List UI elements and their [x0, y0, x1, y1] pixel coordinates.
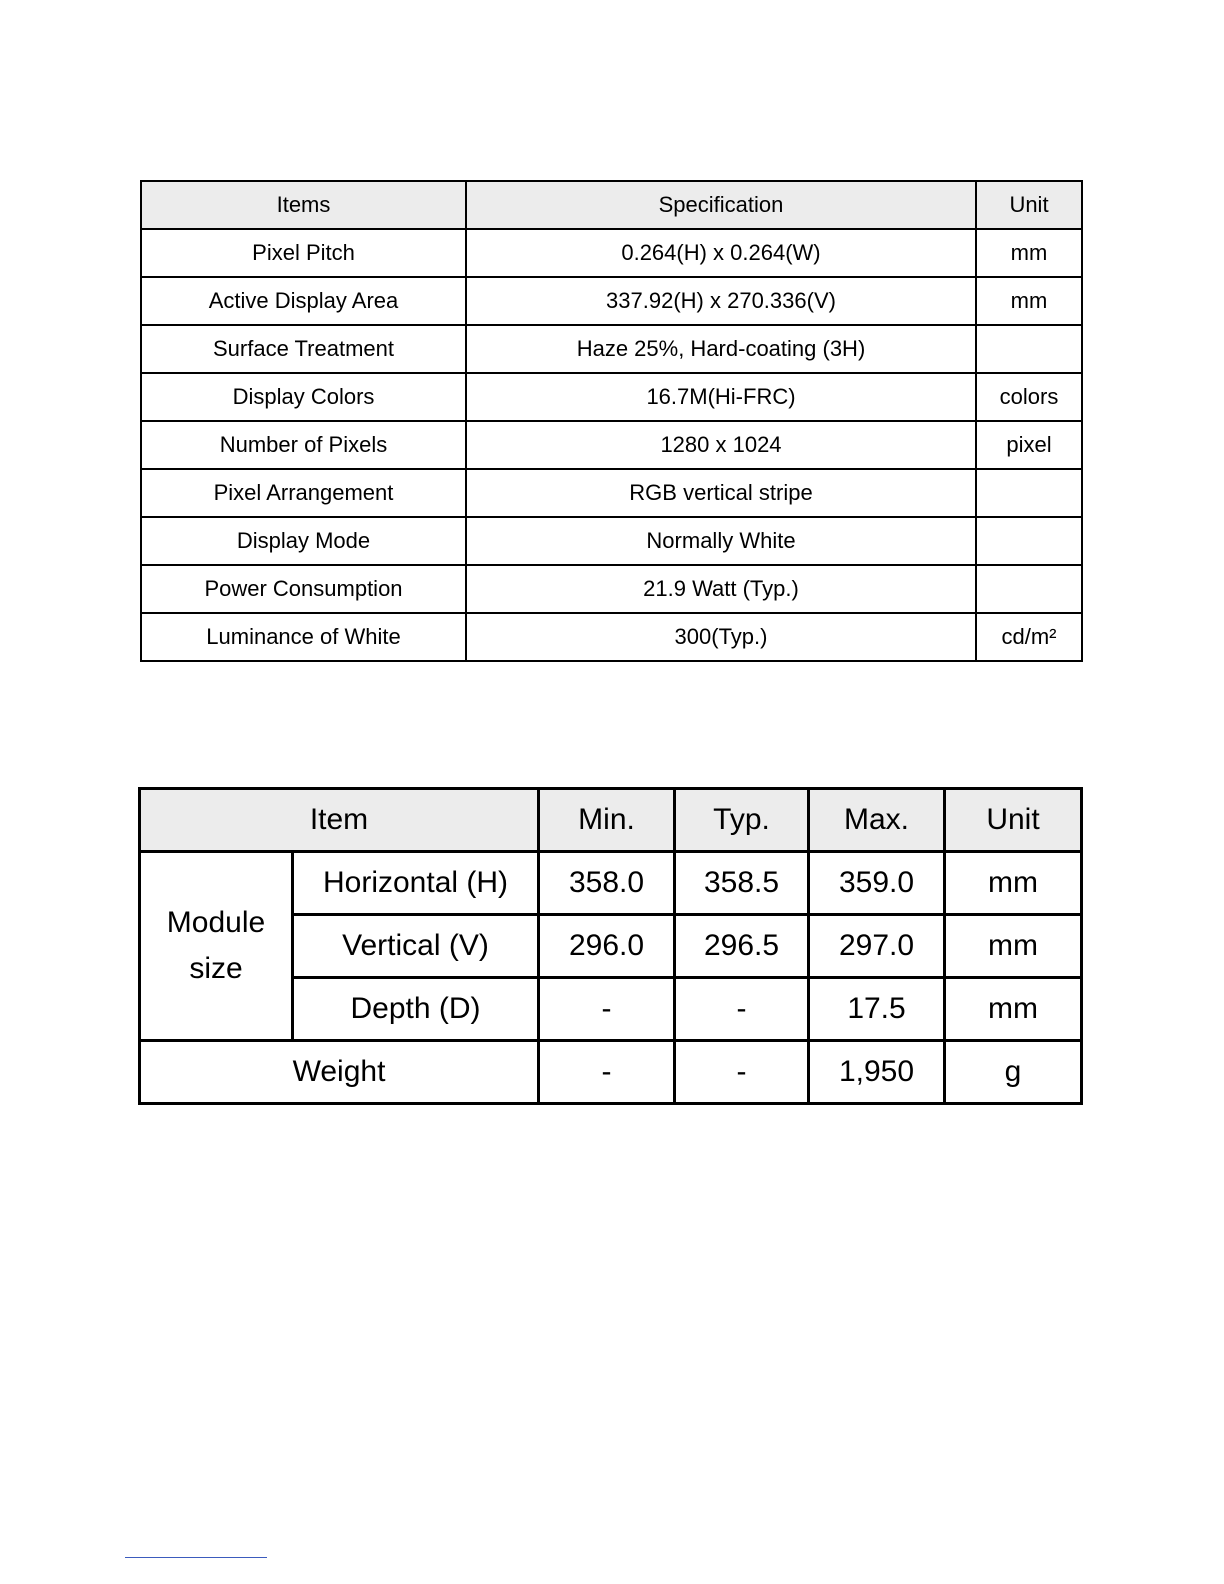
- typ-value: -: [675, 978, 809, 1041]
- table-row: [141, 229, 1082, 277]
- mech-header-typ: Typ.: [675, 789, 809, 852]
- spec-value: Haze 25%, Hard-coating (3H): [466, 325, 976, 373]
- spec-value: 300(Typ.): [466, 613, 976, 661]
- spec-item: Power Consumption: [141, 565, 466, 613]
- table-row: [141, 565, 1082, 613]
- spec-value: 337.92(H) x 270.336(V): [466, 277, 976, 325]
- spec-unit: cd/m²: [976, 613, 1082, 661]
- spec-item: Pixel Arrangement: [141, 469, 466, 517]
- table-row: [140, 852, 1082, 915]
- module-size-label-line1: Module: [166, 906, 266, 939]
- specification-table: [140, 180, 1083, 662]
- spec-unit: [976, 325, 1082, 373]
- dimension-label: Vertical (V): [293, 915, 539, 978]
- min-value: 296.0: [539, 915, 675, 978]
- spec-value: 1280 x 1024: [466, 421, 976, 469]
- spec-unit: pixel: [976, 421, 1082, 469]
- spec-value: 21.9 Watt (Typ.): [466, 565, 976, 613]
- spec-value: RGB vertical stripe: [466, 469, 976, 517]
- spec-item: Surface Treatment: [141, 325, 466, 373]
- table-row: [141, 373, 1082, 421]
- typ-value: 358.5: [675, 852, 809, 915]
- spec-header-specification: Specification: [466, 181, 976, 229]
- table-row: [141, 421, 1082, 469]
- mech-header-unit: Unit: [945, 789, 1082, 852]
- max-value: 297.0: [809, 915, 945, 978]
- typ-value: 296.5: [675, 915, 809, 978]
- spec-unit: [976, 469, 1082, 517]
- footnote-divider: [125, 1557, 267, 1558]
- spec-item: Pixel Pitch: [141, 229, 466, 277]
- spec-unit: [976, 565, 1082, 613]
- max-value: 17.5: [809, 978, 945, 1041]
- spec-header-items: Items: [141, 181, 466, 229]
- mech-header-max: Max.: [809, 789, 945, 852]
- table-row: [141, 469, 1082, 517]
- spec-unit: mm: [976, 277, 1082, 325]
- table-row: [141, 277, 1082, 325]
- unit-value: mm: [945, 978, 1082, 1041]
- mechanical-table: [138, 787, 1083, 1105]
- spec-item: Number of Pixels: [141, 421, 466, 469]
- spec-unit: colors: [976, 373, 1082, 421]
- spec-item: Active Display Area: [141, 277, 466, 325]
- spec-value: 0.264(H) x 0.264(W): [466, 229, 976, 277]
- min-value: -: [539, 1041, 675, 1104]
- mech-header-item: Item: [140, 789, 539, 852]
- spec-value: 16.7M(Hi-FRC): [466, 373, 976, 421]
- spec-item: Display Mode: [141, 517, 466, 565]
- weight-label: Weight: [140, 1041, 539, 1104]
- table-row: [141, 613, 1082, 661]
- spec-header-unit: Unit: [976, 181, 1082, 229]
- dimension-label: Horizontal (H): [293, 852, 539, 915]
- spec-unit: [976, 517, 1082, 565]
- dimension-label: Depth (D): [293, 978, 539, 1041]
- spec-item: Luminance of White: [141, 613, 466, 661]
- min-value: -: [539, 978, 675, 1041]
- max-value: 1,950: [809, 1041, 945, 1104]
- table-row: [141, 325, 1082, 373]
- typ-value: -: [675, 1041, 809, 1104]
- module-size-label: [140, 852, 293, 1041]
- spec-item: Display Colors: [141, 373, 466, 421]
- spec-header-row: [141, 181, 1082, 229]
- unit-value: mm: [945, 915, 1082, 978]
- unit-value: mm: [945, 852, 1082, 915]
- table-row: [140, 1041, 1082, 1104]
- module-size-label-line2: size: [189, 952, 243, 985]
- unit-value: g: [945, 1041, 1082, 1104]
- mech-header-min: Min.: [539, 789, 675, 852]
- min-value: 358.0: [539, 852, 675, 915]
- mech-header-row: [140, 789, 1082, 852]
- max-value: 359.0: [809, 852, 945, 915]
- table-row: [141, 517, 1082, 565]
- spec-value: Normally White: [466, 517, 976, 565]
- spec-unit: mm: [976, 229, 1082, 277]
